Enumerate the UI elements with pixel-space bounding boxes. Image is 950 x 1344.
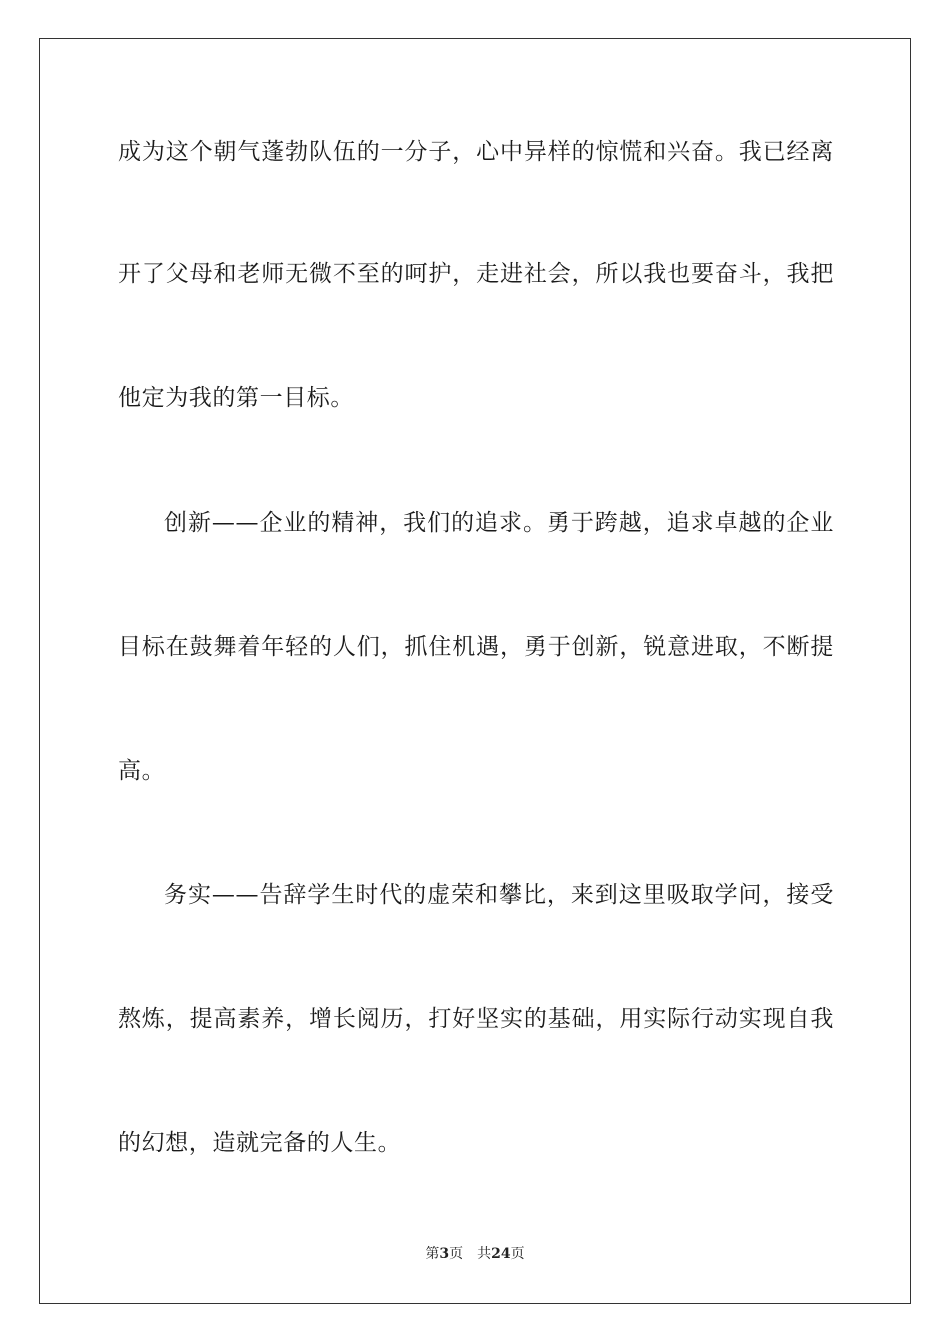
paragraph-line: 创新——企业的精神，我们的追求。勇于跨越，追求卓越的企业 — [164, 510, 834, 536]
page-footer — [0, 1245, 950, 1263]
total-suffix: 页 — [510, 1246, 525, 1262]
paragraph-line: 高。 — [118, 758, 166, 784]
paragraph-line: 目标在鼓舞着年轻的人们，抓住机遇，勇于创新，锐意进取，不断提 — [118, 634, 834, 660]
paragraph-line: 开了父母和老师无微不至的呵护，走进社会，所以我也要奋斗，我把 — [118, 261, 834, 287]
paragraph-line: 熬炼，提高素养，增长阅历，打好坚实的基础，用实际行动实现自我 — [118, 1006, 834, 1032]
page-prefix: 第 — [425, 1246, 440, 1262]
total-pages: 24 — [491, 1246, 511, 1262]
paragraph-line: 务实——告辞学生时代的虚荣和攀比，来到这里吸取学问，接受 — [164, 882, 834, 908]
paragraph-line: 他定为我的第一目标。 — [118, 385, 354, 411]
page-number: 3 — [439, 1246, 450, 1262]
paragraph-line: 成为这个朝气蓬勃队伍的一分子，心中异样的惊慌和兴奋。我已经离 — [118, 139, 834, 165]
page-suffix: 页 — [449, 1246, 464, 1262]
paragraph-line: 的幻想，造就完备的人生。 — [118, 1130, 402, 1156]
page-border — [39, 38, 911, 1304]
total-prefix: 共 — [477, 1246, 492, 1262]
